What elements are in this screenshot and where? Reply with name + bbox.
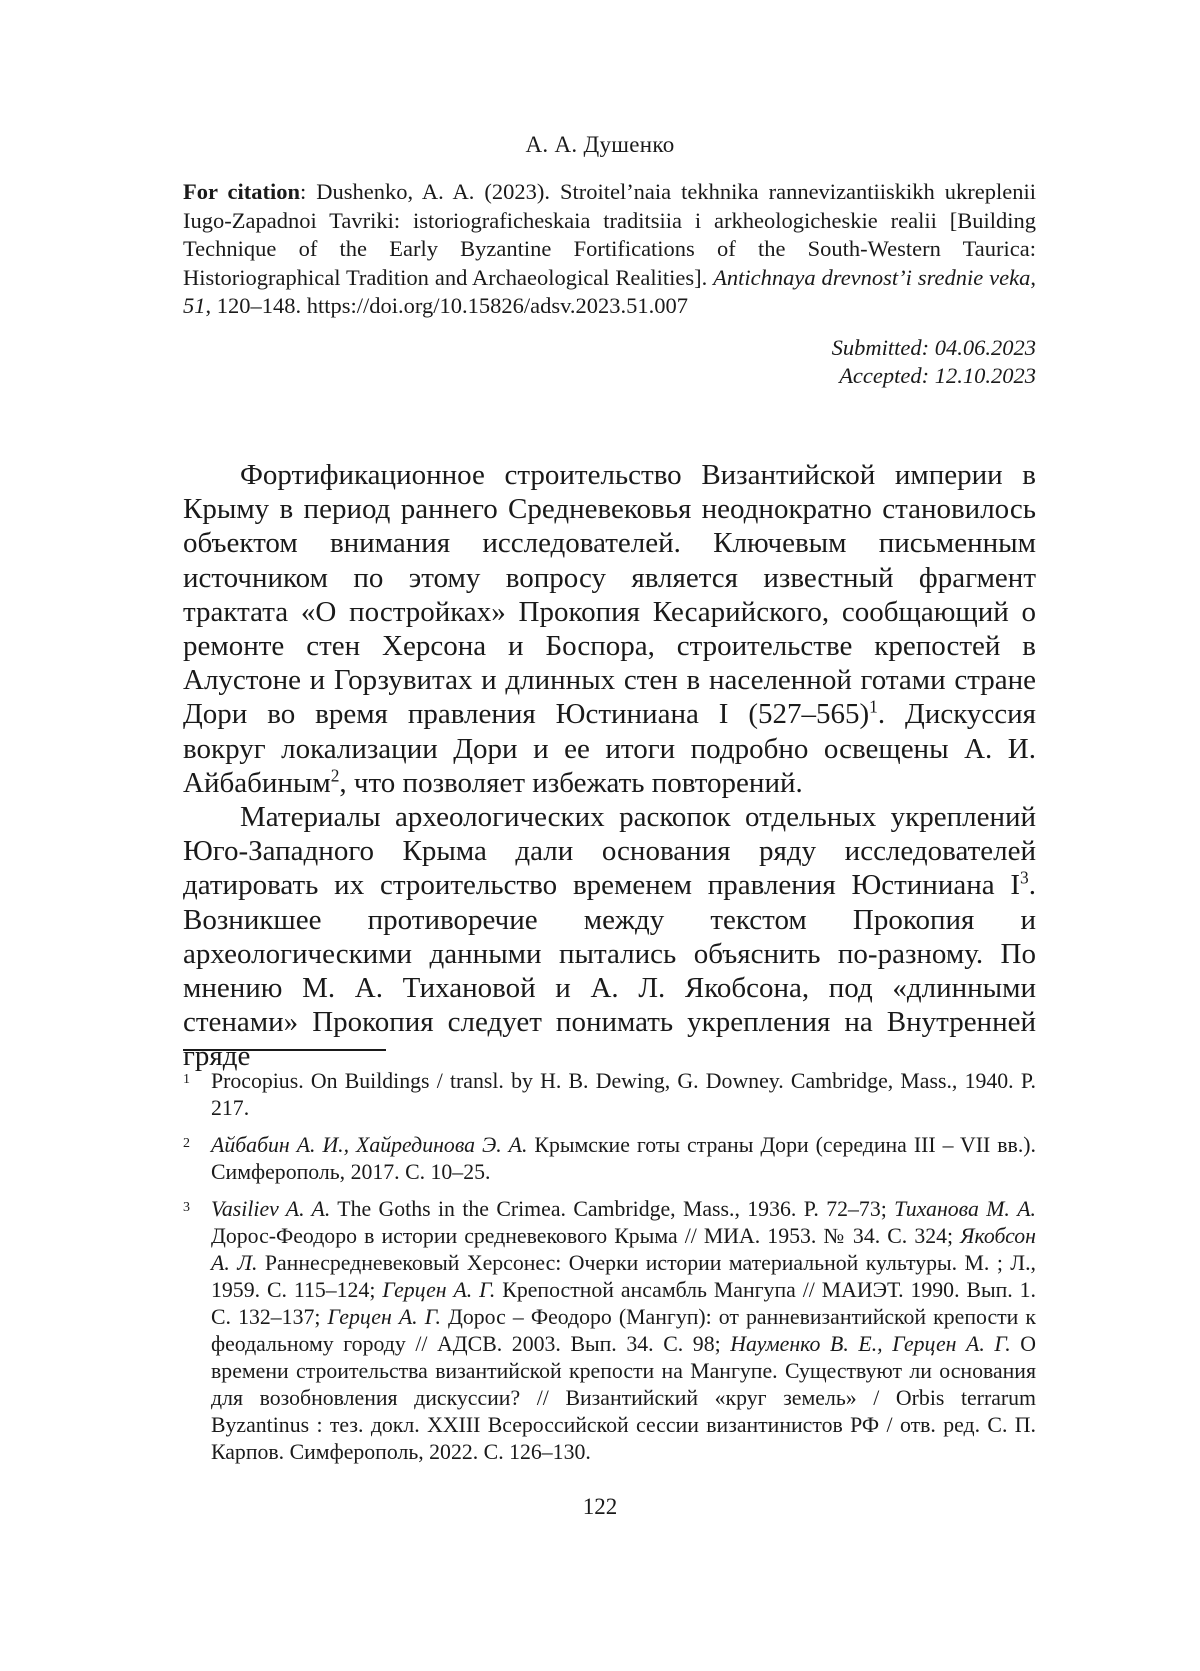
footnote-3-author-2: Тиханова М. А. xyxy=(894,1197,1036,1221)
citation-journal: Antichnaya drevnost’i srednie veka xyxy=(713,265,1030,290)
footnote-2-text: Крымские готы страны Дори (середина III – VII вв.). Симферополь, 2017. С. 10–25. xyxy=(211,1133,1036,1184)
footnote-ref-2: 2 xyxy=(331,765,340,785)
citation-text: : Dushenko, A. A. (2023). Stroitel’naia tekhnika rannevizantiiskikh ukreplenii Iugo-Zapadnoi Tavriki: istoriograficheskaia traditsiia i arkheologicheskie realii [Building Technique of the Early Byzantine Fortifications of the South-Western Taurica: Historiographical Tradition and Archaeological Realities]. xyxy=(183,179,1036,290)
footnote-2 xyxy=(183,1132,1036,1186)
footnote-3-text-2: Дорос-Феодоро в истории средневекового Крыма // МИА. 1953. № 34. С. 324; xyxy=(211,1224,960,1248)
footnote-3-author-5: Герцен А. Г. xyxy=(328,1305,441,1329)
paragraph-1-text-a: Фортификационное строительство Византийской империи в Крыму в период раннего Средневековья неоднократно становилось объектом внимания исследователей. Ключевым письменным источником по этому вопросу является известный фрагмент трактата «О постройках» Прокопия Кесарийского, сообщающий о ремонте стен Херсона и Боспора, строительстве крепостей в Алустоне и Горзувитах и длинных стен в населенной готами стране Дори во время правления Юстиниана I (527–565) xyxy=(183,459,1036,730)
footnote-3-text-1: The Goths in the Crimea. Cambridge, Mass., 1936. P. 72–73; xyxy=(330,1197,894,1221)
footnote-ref-1: 1 xyxy=(869,697,878,717)
footnote-3-number: 3 xyxy=(183,1194,190,1221)
footnote-3-text-6: О времени строительства византийской крепости на Мангупе. Существуют ли основания для возобновления дискуссии? // Византийский «круг земель» / Orbis terrarum Byzantinus : тез. докл. XXIII Всероссийской сессии византинистов РФ / отв. ред. С. П. Карпов. Симферополь, 2022. С. 126–130. xyxy=(211,1332,1036,1464)
footnote-3-text-5: Дорос – Феодоро (Мангуп): от ранневизантийской крепости к феодальному городу // АДСВ. 2003. Вып. 34. С. 98; xyxy=(211,1305,1036,1356)
footnote-3 xyxy=(183,1196,1036,1466)
footnote-rule xyxy=(183,1049,386,1051)
footnote-3-author-4: Герцен А. Г. xyxy=(382,1278,495,1302)
page-number: 122 xyxy=(0,1494,1200,1520)
running-head: А. А. Душенко xyxy=(0,132,1200,158)
paragraph-2-text-a: Материалы археологических раскопок отдельных укреплений Юго-Западного Крыма дали основания ряду исследователей датировать их строительство временем правления Юстиниана I xyxy=(183,801,1036,901)
citation-pages-doi: , 120–148. https://doi.org/10.15826/adsv.2023.51.007 xyxy=(206,293,689,318)
citation-block xyxy=(183,178,1036,321)
footnote-3-text-3: Раннесредневековый Херсонес: Очерки истории материальной культуры. М. ; Л., 1959. С. 115–124; xyxy=(211,1251,1036,1302)
accepted-date: Accepted: 12.10.2023 xyxy=(183,362,1036,390)
footnote-2-author: Айбабин А. И., Хайрединова Э. А. xyxy=(211,1133,527,1157)
citation-sep: , xyxy=(1030,265,1036,290)
paper-page xyxy=(0,0,1200,1671)
paragraph-1 xyxy=(183,458,1036,800)
citation-volume: 51 xyxy=(183,293,206,318)
footnote-3-author-1: Vasiliev A. A. xyxy=(211,1197,330,1221)
paragraph-1-text-c: , что позволяет избежать повторений. xyxy=(339,767,802,799)
footnote-1 xyxy=(183,1068,1036,1122)
footnote-3-author-6: Науменко В. Е., Герцен А. Г. xyxy=(730,1332,1010,1356)
footnote-2-number: 2 xyxy=(183,1130,190,1157)
footnote-3-author-3: Якобсон А. Л. xyxy=(211,1224,1036,1275)
paragraph-1-text-b: . Дискуссия вокруг локализации Дори и ее итоги подробно освещены А. И. Айбабиным xyxy=(183,698,1036,798)
footnotes xyxy=(183,1068,1036,1476)
footnote-1-number: 1 xyxy=(183,1066,190,1093)
footnote-ref-3: 3 xyxy=(1020,868,1029,888)
body-text xyxy=(183,458,1036,1074)
footnote-3-text-4: Крепостной ансамбль Мангупа // МАИЭТ. 1990. Вып. 1. С. 132–137; xyxy=(211,1278,1036,1329)
submitted-date: Submitted: 04.06.2023 xyxy=(183,334,1036,362)
paragraph-2 xyxy=(183,800,1036,1074)
paragraph-2-text-b: . Возникшее противоречие между текстом Прокопия и археологическими данными пытались объяснить по-разному. По мнению М. А. Тихановой и А. Л. Якобсона, под «длинными стенами» Прокопия следует понимать укрепления на Внутренней гряде xyxy=(183,869,1036,1072)
dates-block xyxy=(183,334,1036,390)
citation-label: For citation xyxy=(183,179,300,204)
footnote-1-text: Procopius. On Buildings / transl. by H. B. Dewing, G. Downey. Cambridge, Mass., 1940. P. 217. xyxy=(211,1069,1036,1120)
